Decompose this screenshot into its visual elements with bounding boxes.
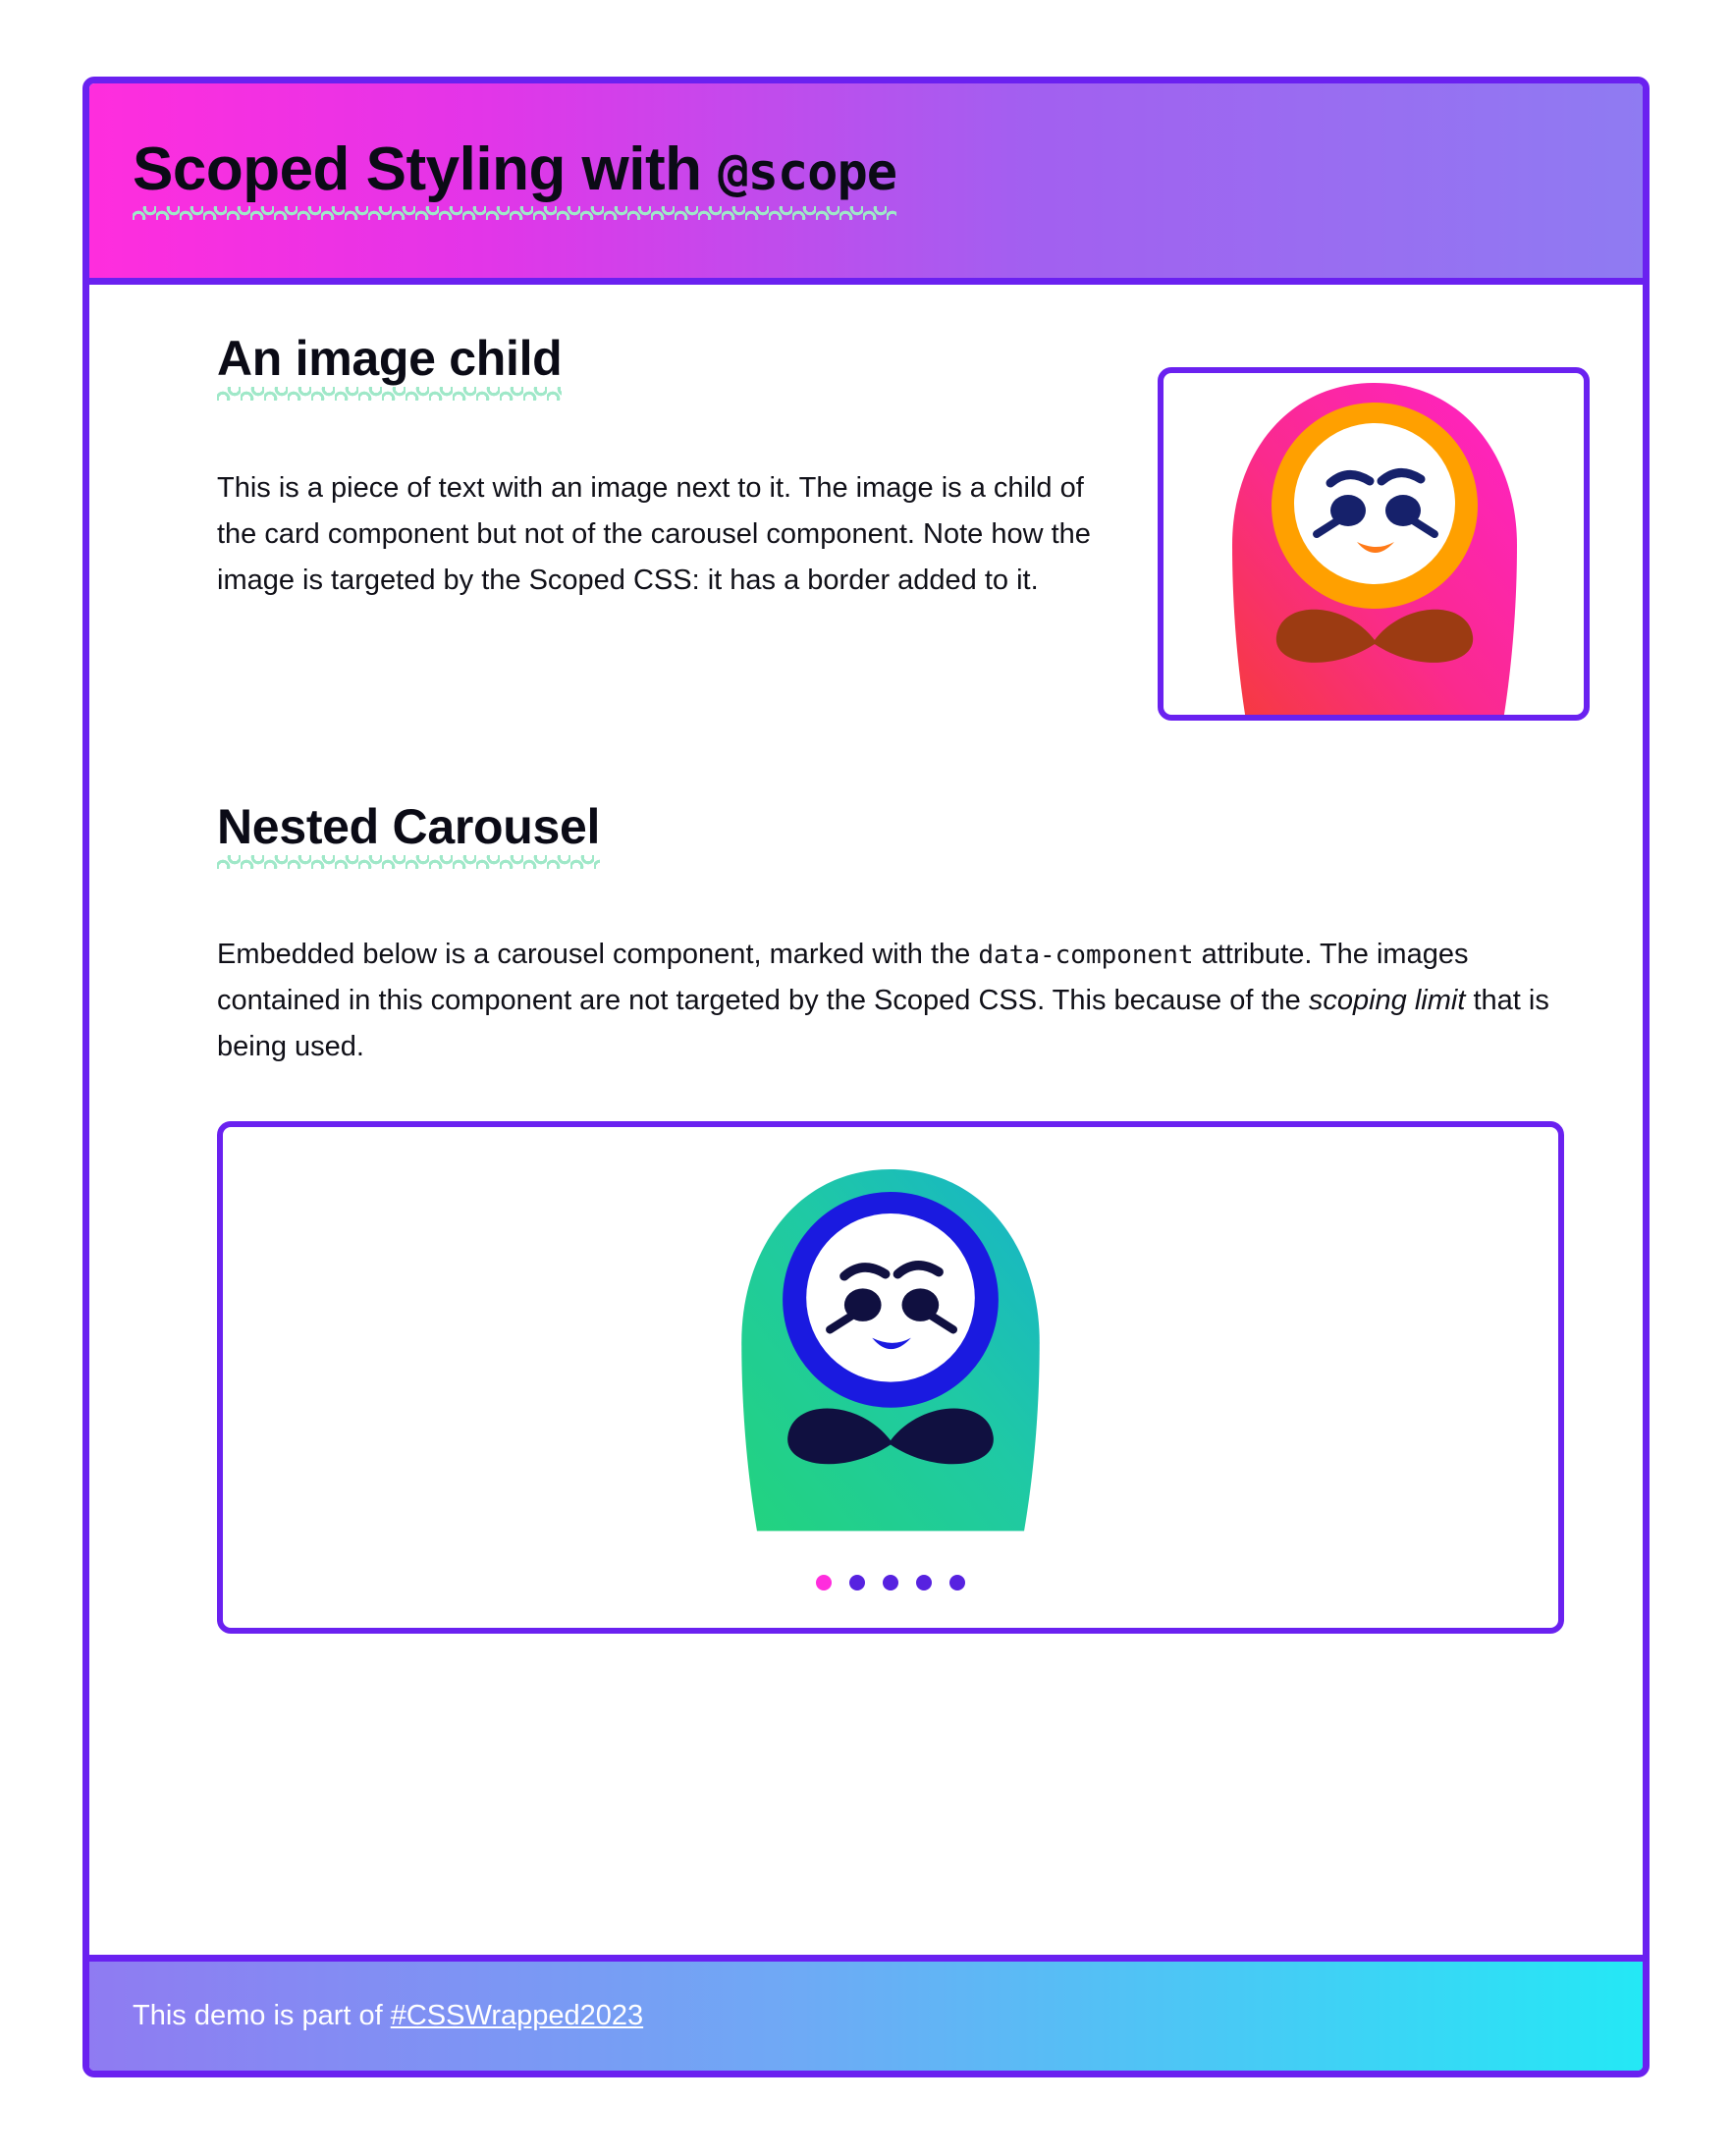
section-heading-text: An image child <box>217 331 563 386</box>
paragraph-text-part2: attribute. The images contained in this component are not targeted by the Scoped CSS. This because of the <box>217 938 1469 1016</box>
matryoshka-doll-pink-icon <box>1164 373 1586 717</box>
section-image-child <box>133 330 1599 604</box>
footer-hashtag-link[interactable]: #CSSWrapped2023 <box>390 2000 644 2031</box>
squiggle-underline-icon <box>133 206 896 220</box>
section-heading-image-child <box>217 330 562 401</box>
paragraph-text-part1: Embedded below is a carousel component, marked with the <box>217 938 979 970</box>
paragraph-emphasis: scoping limit <box>1308 984 1466 1016</box>
card-header <box>89 83 1643 285</box>
squiggle-underline-icon <box>217 387 562 401</box>
card-body <box>89 285 1643 1885</box>
matryoshka-doll-green-icon <box>670 1155 1111 1537</box>
carousel-dot[interactable] <box>883 1575 898 1590</box>
carousel-dots[interactable] <box>223 1575 1558 1590</box>
section-nested-carousel <box>133 798 1599 1634</box>
page-title <box>133 135 896 204</box>
carousel-component[interactable] <box>217 1121 1564 1634</box>
page-title-underline-wrap <box>133 135 896 204</box>
footer-text <box>133 2000 643 2032</box>
section-paragraph-nested-carousel <box>217 932 1552 1070</box>
footer-text-label: This demo is part of <box>133 2000 391 2031</box>
carousel-dot[interactable] <box>816 1575 832 1590</box>
page-title-main: Scoped Styling with <box>133 135 719 203</box>
paragraph-text-part3: that is being used. <box>217 984 1549 1062</box>
section-heading-nested-carousel <box>217 798 600 869</box>
page-title-code: @scope <box>718 143 897 202</box>
paragraph-code-token: data-component <box>978 940 1194 970</box>
squiggle-underline-icon <box>217 855 600 869</box>
card-image-thumbnail <box>1158 367 1590 721</box>
section-heading-text: Nested Carousel <box>217 798 601 854</box>
demo-card <box>82 77 1650 2077</box>
section-paragraph-image-child: This is a piece of text with an image next to it. The image is a child of the card component but not of the carousel component. Note how the image is targeted by the Scoped CSS: it has a border added to it. <box>217 472 1091 596</box>
carousel-slide <box>223 1155 1558 1537</box>
card-footer <box>89 1955 1643 2071</box>
carousel-dot[interactable] <box>949 1575 965 1590</box>
carousel-dot[interactable] <box>849 1575 865 1590</box>
carousel-dot[interactable] <box>916 1575 932 1590</box>
